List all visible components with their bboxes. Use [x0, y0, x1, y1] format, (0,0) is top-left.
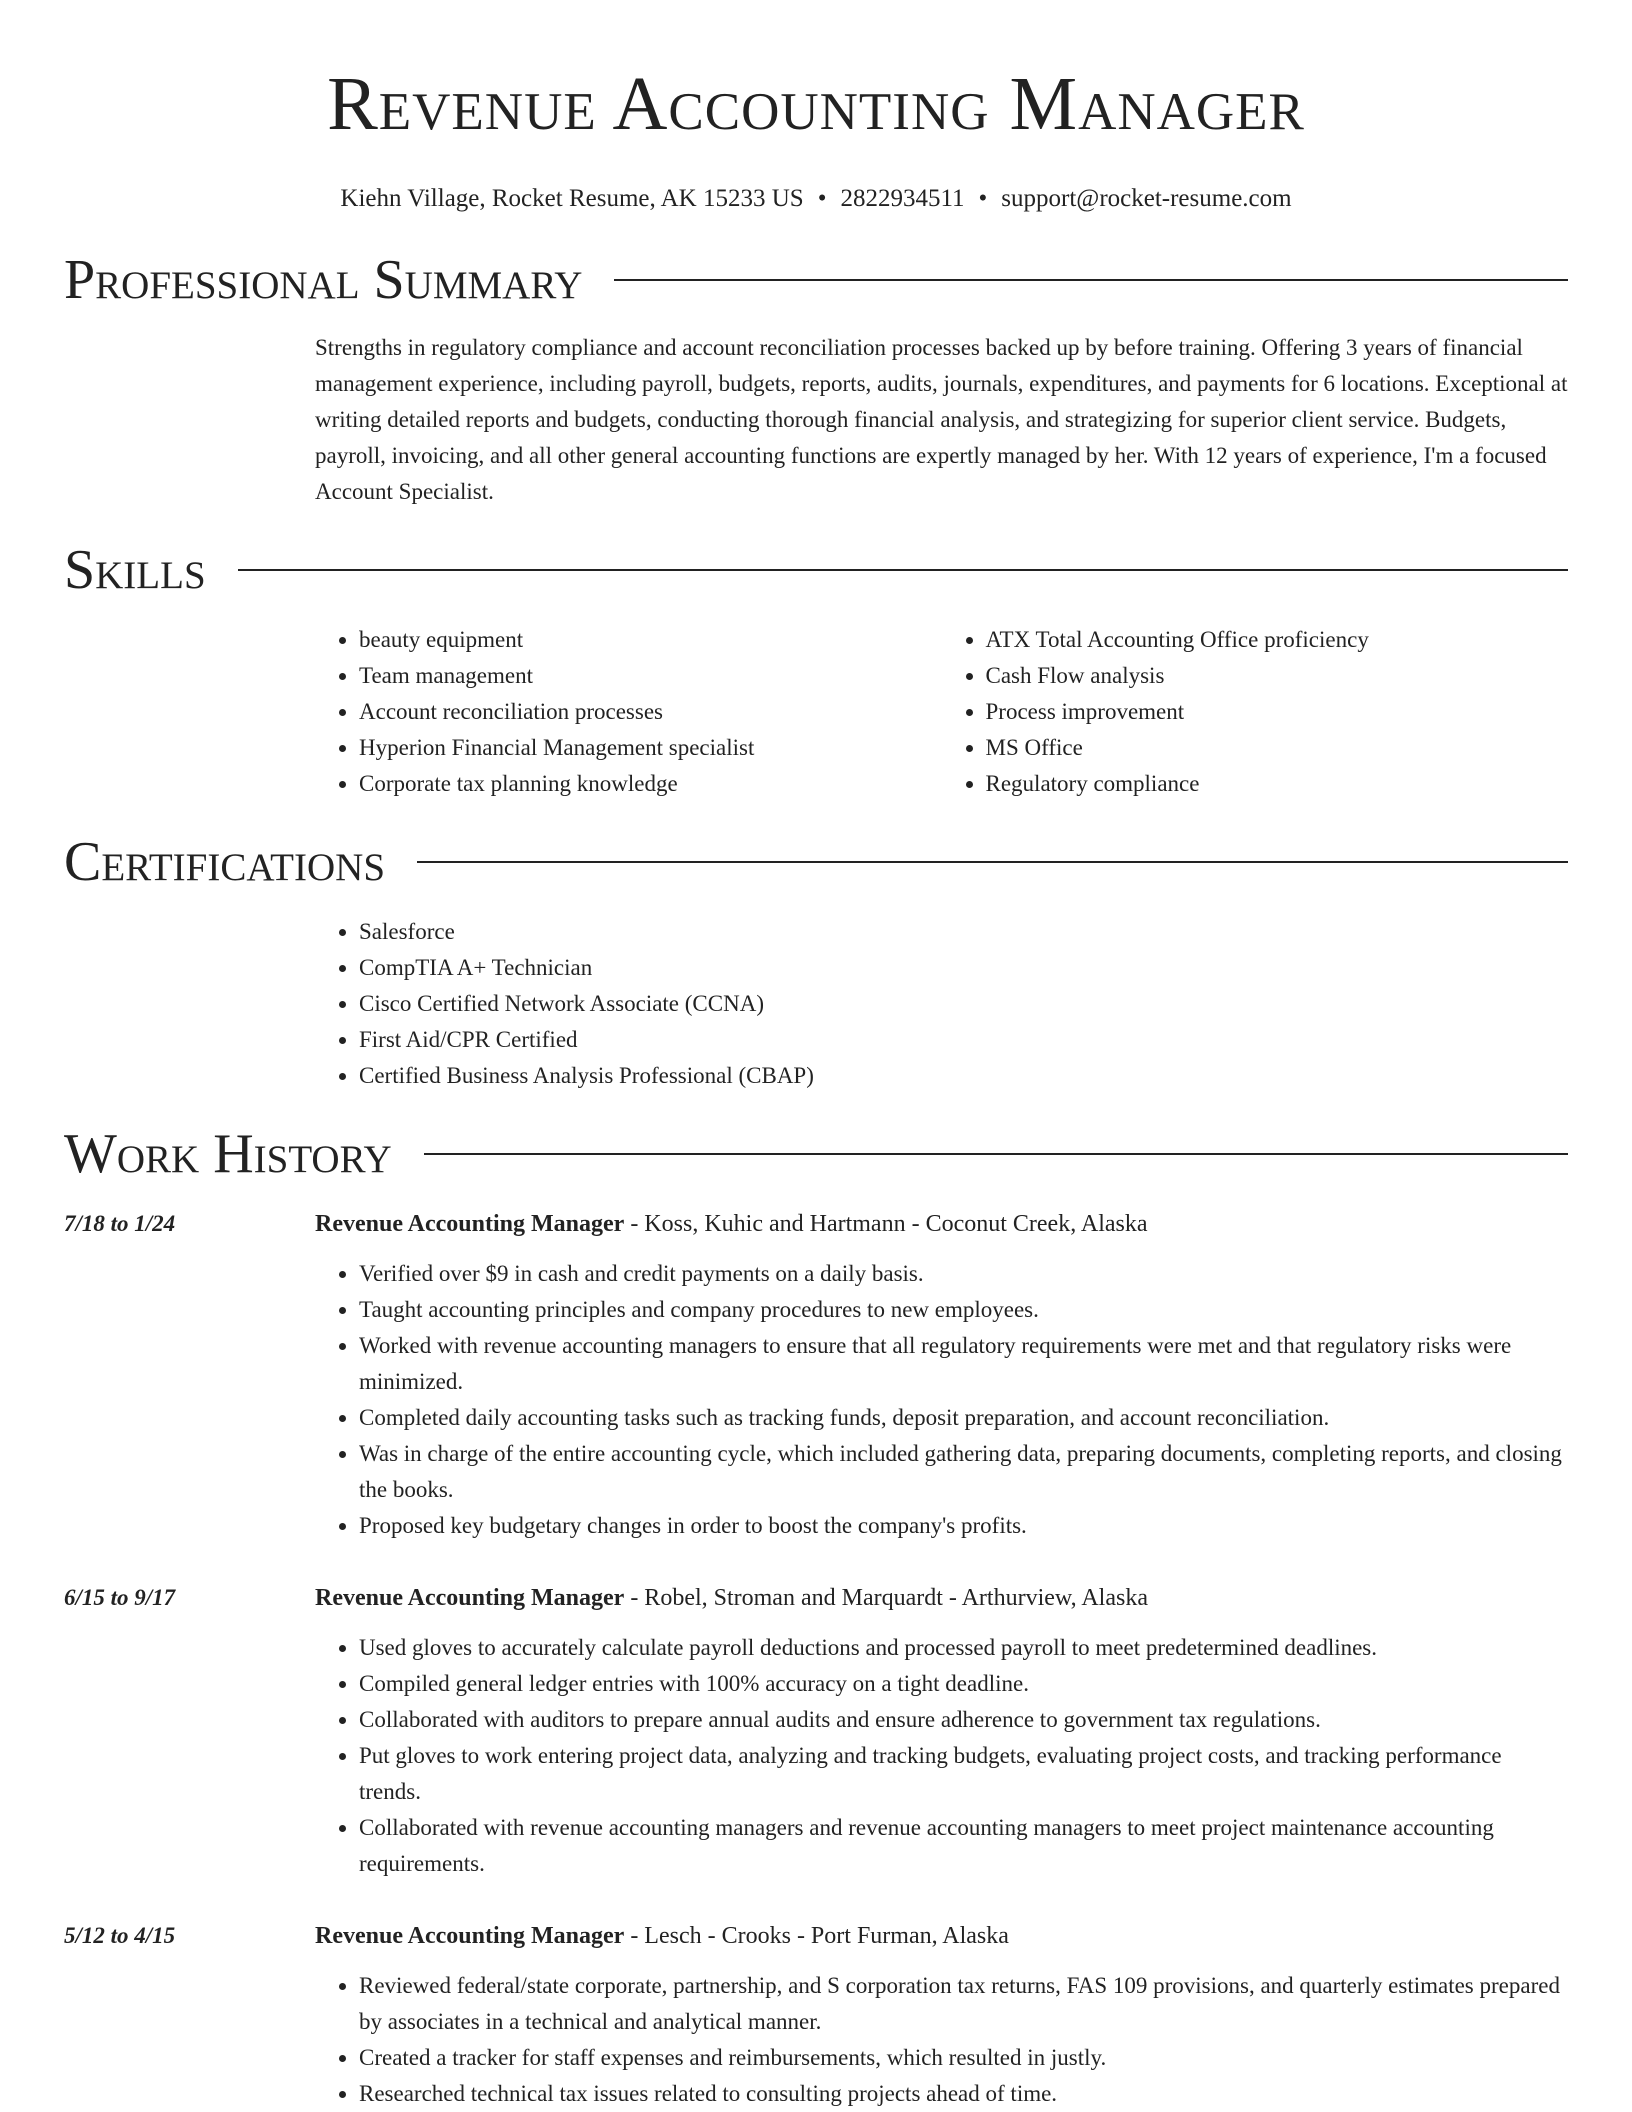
summary-heading: Professional Summary: [64, 249, 583, 311]
job-bullet: • Verified over $9 in cash and credit payments on a daily basis.: [359, 1256, 1568, 1292]
certifications-list: [315, 914, 1568, 1094]
job-bullet: • Created a tracker for staff expenses and reimbursements, which resulted in justly.: [359, 2040, 1568, 2076]
skill-item: • ATX Total Accounting Office proficiency: [986, 622, 1569, 658]
job-bullet: • Put gloves to work entering project data, analyzing and tracking budgets, evaluating project costs, and tracking performance trends.: [359, 1738, 1568, 1810]
job-bullet: • Collaborated with auditors to prepare annual audits and ensure adherence to government tax regulations.: [359, 1702, 1568, 1738]
skills-column-right: [942, 622, 1569, 802]
certifications-heading: Certifications: [64, 831, 386, 893]
job-bullet: • Worked with revenue accounting managers to ensure that all regulatory requirements were met and that regulatory risks were minimized.: [359, 1328, 1568, 1400]
job-title: Revenue Accounting Manager: [315, 1923, 625, 1949]
resume-name: Revenue Accounting Manager: [327, 62, 1305, 146]
skill-item: • beauty equipment: [359, 622, 942, 658]
job-entry: [64, 1206, 1568, 1544]
job-bullet: • Used gloves to accurately calculate payroll deductions and processed payroll to meet predetermined deadlines.: [359, 1630, 1568, 1666]
contact-line: [0, 184, 1632, 214]
section-divider: [424, 1153, 1568, 1155]
contact-address: Kiehn Village, Rocket Resume, AK 15233 US: [340, 185, 804, 212]
section-divider: [614, 279, 1568, 281]
contact-email: support@rocket-resume.com: [1001, 185, 1292, 212]
section-divider: [238, 569, 1568, 571]
job-bullet: • Proposed key budgetary changes in order to boost the company's profits.: [359, 1508, 1568, 1544]
skill-item: • MS Office: [986, 730, 1569, 766]
skill-item: • Process improvement: [986, 694, 1569, 730]
contact-separator: •: [817, 185, 827, 212]
contact-separator: •: [978, 185, 988, 212]
job-entry: [64, 1580, 1568, 1882]
job-heading: [315, 1580, 1568, 1616]
job-dates: 6/15 to 9/17: [64, 1585, 176, 1610]
skill-item: • Account reconciliation processes: [359, 694, 942, 730]
job-bullets: [315, 1968, 1568, 2112]
job-bullet: • Compiled general ledger entries with 100% accuracy on a tight deadline.: [359, 1666, 1568, 1702]
skills-section-header: [64, 538, 1568, 602]
skill-item: • Regulatory compliance: [986, 766, 1569, 802]
summary-text: Strengths in regulatory compliance and account reconciliation processes backed up by before training. Offering 3 years of financial management experience, including payroll, budgets, reports, audits, journals, expenditures, and payments for 6 locations. Exceptional at writing detailed reports and budgets, conducting thorough financial analysis, and strategizing for superior client service. Budgets, payroll, invoicing, and all other general accounting functions are expertly managed by her. With 12 years of experience, I'm a focused Account Specialist.: [315, 335, 1568, 504]
job-company: - Koss, Kuhic and Hartmann - Coconut Creek, Alaska: [624, 1211, 1148, 1237]
section-divider: [417, 861, 1568, 863]
skills-column-left: [315, 622, 942, 802]
job-bullet: • Researched technical tax issues related to consulting projects ahead of time.: [359, 2076, 1568, 2112]
job-title: Revenue Accounting Manager: [315, 1585, 625, 1611]
skill-item: • Corporate tax planning knowledge: [359, 766, 942, 802]
certification-item: • Cisco Certified Network Associate (CCNA): [359, 986, 1568, 1022]
work-history-heading: Work History: [64, 1123, 392, 1185]
certification-item: • CompTIA A+ Technician: [359, 950, 1568, 986]
job-bullet: • Reviewed federal/state corporate, partnership, and S corporation tax returns, FAS 109 provisions, and quarterly estimates prepared by associates in a technical and analytical manner.: [359, 1968, 1568, 2040]
job-dates: 7/18 to 1/24: [64, 1211, 176, 1236]
certification-item: • First Aid/CPR Certified: [359, 1022, 1568, 1058]
skills-list: [315, 622, 1568, 802]
skills-heading: Skills: [64, 539, 206, 601]
work-history-section-header: [64, 1122, 1568, 1186]
certifications-section-header: [64, 830, 1568, 894]
job-entry: [64, 1918, 1568, 2112]
certification-item: • Salesforce: [359, 914, 1568, 950]
skill-item: • Team management: [359, 658, 942, 694]
job-bullet: • Was in charge of the entire accounting cycle, which included gathering data, preparing documents, completing reports, and closing the books.: [359, 1436, 1568, 1508]
skill-item: • Hyperion Financial Management specialist: [359, 730, 942, 766]
skill-item: • Cash Flow analysis: [986, 658, 1569, 694]
job-bullet: • Taught accounting principles and company procedures to new employees.: [359, 1292, 1568, 1328]
job-title: Revenue Accounting Manager: [315, 1211, 625, 1237]
job-bullet: • Collaborated with revenue accounting managers and revenue accounting managers to meet project maintenance accounting requirements.: [359, 1810, 1568, 1882]
job-dates: 5/12 to 4/15: [64, 1923, 176, 1948]
job-bullet: • Completed daily accounting tasks such as tracking funds, deposit preparation, and account reconciliation.: [359, 1400, 1568, 1436]
job-company: - Robel, Stroman and Marquardt - Arthurview, Alaska: [624, 1585, 1148, 1611]
job-company: - Lesch - Crooks - Port Furman, Alaska: [624, 1923, 1009, 1949]
job-heading: [315, 1918, 1568, 1954]
job-bullets: [315, 1630, 1568, 1882]
certification-item: • Certified Business Analysis Professional (CBAP): [359, 1058, 1568, 1094]
summary-section-header: [64, 248, 1568, 312]
job-heading: [315, 1206, 1568, 1242]
contact-phone: 2822934511: [840, 185, 965, 212]
job-bullets: [315, 1256, 1568, 1544]
